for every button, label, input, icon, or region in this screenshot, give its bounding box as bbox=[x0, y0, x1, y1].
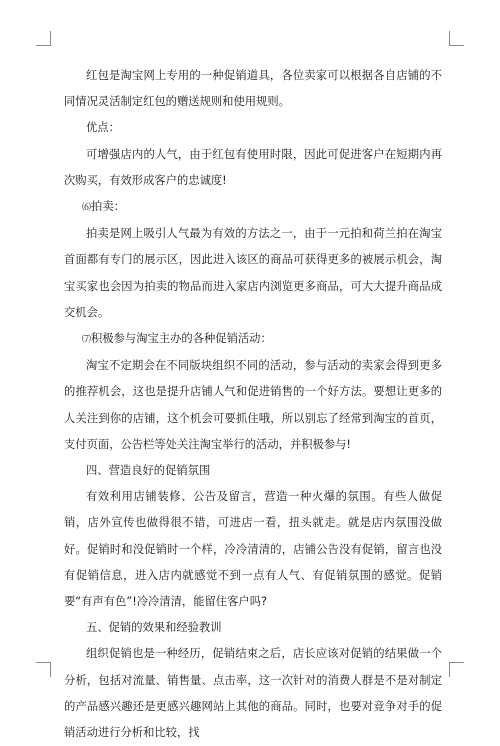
crop-mark-top-left bbox=[36, 31, 51, 46]
heading-text: 拍卖： bbox=[91, 200, 125, 214]
paragraph-results: 组织促销也是一种经历，促销结束之后，店长应该对促销的结果做一个分析，包括对流量、销售量、点击率，这一次针对的消费人群是不是对制定的产品感兴趣还是更感兴趣网站上其他的商品。同时，也要对竞争对手的促销活动进行分析和比较，找 bbox=[64, 647, 442, 740]
crop-mark-bottom-right bbox=[449, 662, 464, 677]
heading-advantages: 优点： bbox=[86, 121, 120, 135]
crop-mark-top-right bbox=[449, 31, 464, 46]
paragraph-red-envelope: 红包是淘宝网上专用的一种促销道具，各位卖家可以根据各自店铺的不同情况灵活制定红包的赠送规则和使用规则。 bbox=[64, 69, 442, 109]
paragraph-advantages: 可增强店内的人气，由于红包有使用时限，因此可促进客户在短期内再次购买，有效形成客户的忠诚度! bbox=[64, 147, 442, 187]
paragraph-taobao-activities: 淘宝不定期会在不同版块组织不同的活动，参与活动的卖家会得到更多的推荐机会，这也是提升店铺人气和促进销售的一个好方法。要想让更多的人关注到你的店铺，这个机会可要抓住哦，所以别忘了经常到淘宝的首页，支付页面，公告栏等处关注淘宝举行的活动，并积极参与! bbox=[64, 359, 442, 451]
paragraph-auction: 拍卖是网上吸引人气最为有效的方法之一，由于一元拍和荷兰拍在淘宝首面都有专门的展示区，因此进入该区的商品可获得更多的被展示机会，淘宝买家也会因为拍卖的物品而进入家店内浏览更多商品，可大大提升商品成交机会。 bbox=[64, 227, 442, 319]
heading-section-four: 四、营造良好的促销氛围 bbox=[86, 464, 211, 478]
document-body bbox=[64, 63, 442, 746]
heading-auction bbox=[64, 194, 442, 221]
paragraph-atmosphere: 有效利用店铺装修、公告及留言，营造一种火爆的氛围。有些人做促销，店外宣传也做得很不错，可进店一看，扭头就走。就是店内氛围没做好。促销时和没促销时一个样，冷冷清清的，店铺公告没有促销，留言也没有促销信息，进入店内就感觉不到一点有人气、有促销氛围的感觉。促销要“有声有色”!冷冷清清，能留住客户吗? bbox=[64, 490, 442, 609]
list-marker: ⑹ bbox=[82, 203, 92, 214]
heading-text: 积极参与淘宝主办的各种促销活动： bbox=[91, 332, 272, 346]
list-marker: ⑺ bbox=[82, 335, 92, 346]
crop-mark-bottom-left bbox=[36, 662, 51, 677]
heading-section-five: 五、促销的效果和经验教训 bbox=[86, 621, 222, 635]
heading-taobao-activities bbox=[64, 326, 442, 353]
